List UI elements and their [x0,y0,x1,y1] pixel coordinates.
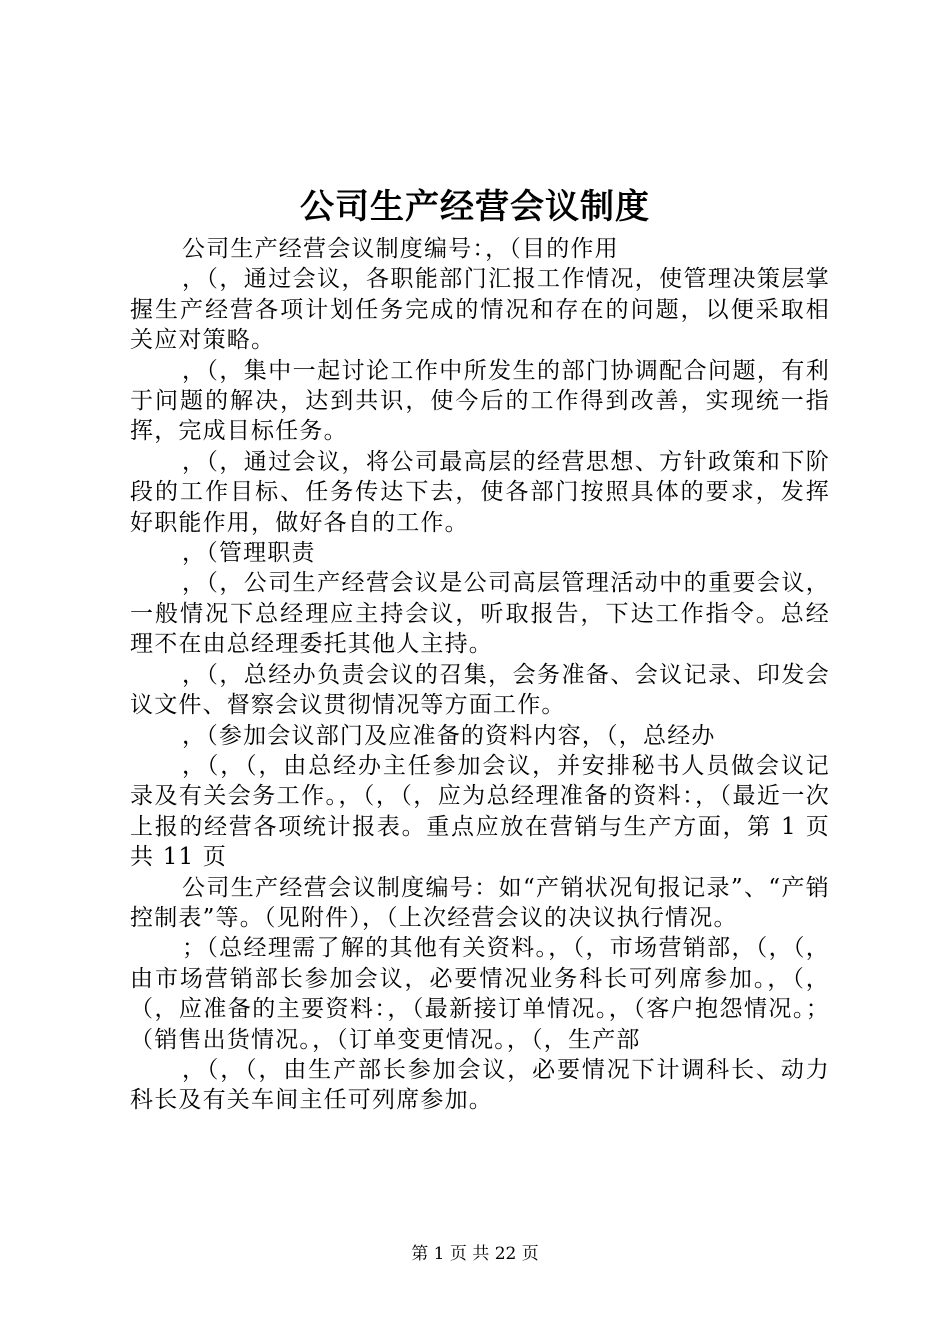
paragraph: ，（管理职责 [182,540,316,567]
paragraph: ，（，公司生产经营会议是公司高层管理活动中的重要会议，一般情况下总经理应主持会议，听取报告，下达工作指令。总经理不在由总经理委托其他人主持。 [130,570,830,658]
page-footer: 第 1 页 共 22 页 [411,1244,539,1264]
paragraph: ，（，（，由生产部长参加会议，必要情况下计调科长、动力科长及有关车间主任可列席参加。 [130,1056,830,1114]
paragraph: ，（，通过会议，将公司最高层的经营思想、方针政策和下阶段的工作目标、任务传达下去，使各部门按照具体的要求，发挥好职能作用，做好各自的工作。 [130,448,830,536]
paragraph: ，（，通过会议，各职能部门汇报工作情况，使管理决策层掌握生产经营各项计划任务完成的情况和存在的问题，以便采取相关应对策略。 [130,266,830,354]
paragraph: ，（，（，由总经办主任参加会议，并安排秘书人员做会议记录及有关会务工作。，（，（，应为总经理准备的资料：，（最近一次上报的经营各项统计报表。重点应放在营销与生产方面，第 1 页共 11 页 [130,752,830,871]
paragraph: ；（总经理需了解的其他有关资料。，（，市场营销部，（，（，由市场营销部长参加会议，必要情况业务科长可列席参加。，（，（，应准备的主要资料：，（最新接订单情况。，（客户抱怨情况。；（销售出货情况。，（订单变更情况。，（，生产部 [130,935,830,1053]
paragraph: ，（，总经办负责会议的召集，会务准备、会议记录、印发会议文件、督察会议贯彻情况等方面工作。 [130,661,830,719]
paragraph: ，（参加会议部门及应准备的资料内容，（，总经办 [182,722,716,749]
paragraph: ，（，集中一起讨论工作中所发生的部门协调配合问题，有利于问题的解决，达到共识，使今后的工作得到改善，实现统一指挥，完成目标任务。 [130,357,830,445]
paragraph: 公司生产经营会议制度编号：如“产销状况旬报记录”、“产销控制表”等。（见附件），（上次经营会议的决议执行情况。 [130,874,830,931]
document-body [130,234,830,1116]
paragraph: 公司生产经营会议制度编号：，（目的作用 [182,236,619,262]
document-title: 公司生产经营会议制度 [300,187,650,227]
